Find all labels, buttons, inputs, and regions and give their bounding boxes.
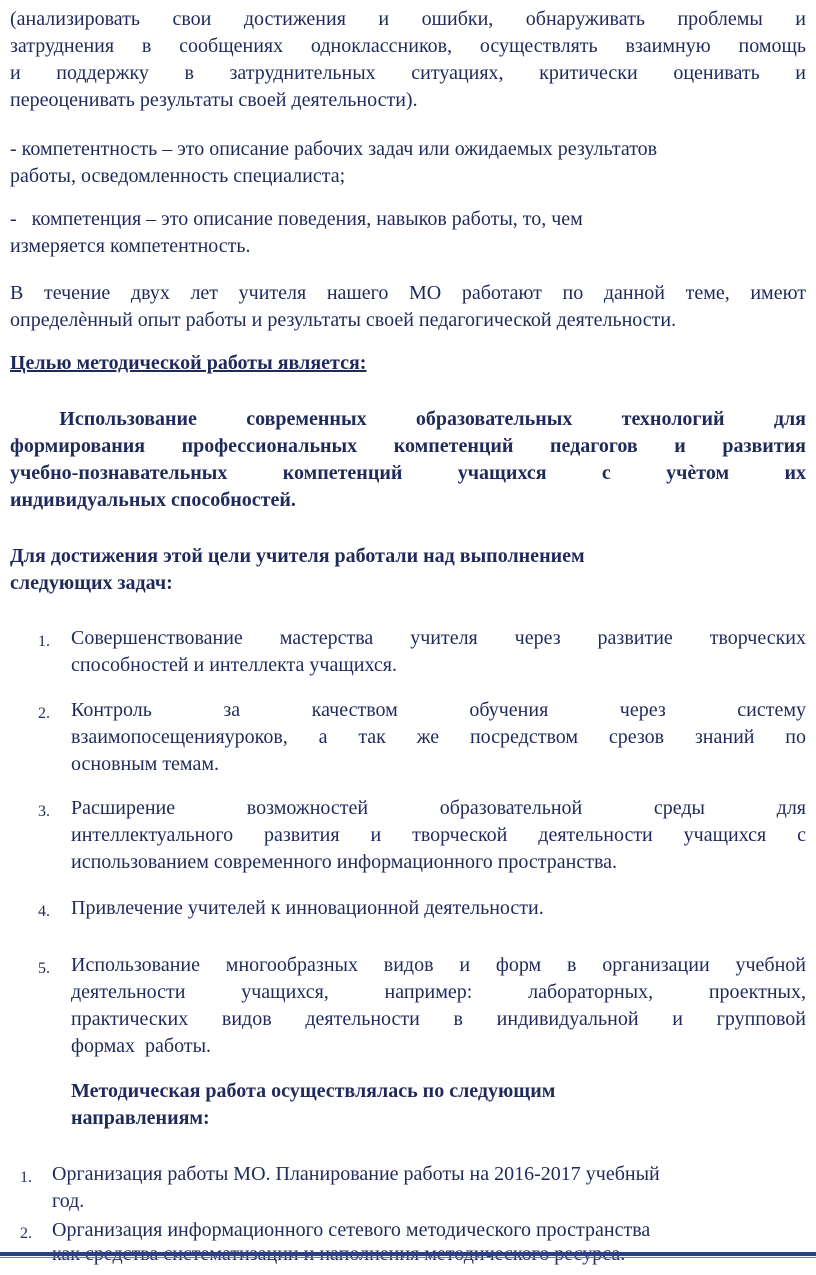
goal-text	[10, 406, 806, 514]
intro-line: затруднения в сообщениях одноклассников, осуществлять взаимную помощь	[10, 35, 806, 57]
experience-line: В течение двух лет учителя нашего МО работают по данной теме, имеют	[10, 282, 806, 304]
task-line: Совершенствование мастерства учителя через развитие творческих	[71, 627, 806, 649]
directions-heading	[71, 1078, 806, 1132]
competence-line: работы, осведомленность специалиста;	[10, 165, 346, 187]
task-number: 1.	[38, 633, 50, 650]
competence-line: - компетентность – это описание рабочих задач или ожидаемых результатов	[10, 138, 658, 160]
direction-line: Организация работы МО. Планирование работы на 2016-2017 учебный	[52, 1163, 660, 1185]
competency-line: - компетенция – это описание поведения, навыков работы, то, чем	[10, 208, 583, 230]
intro-line: переоценивать результаты своей деятельности).	[10, 89, 418, 111]
experience-line: определѐнный опыт работы и результаты своей педагогической деятельности.	[10, 309, 677, 331]
intro-paragraph	[10, 6, 806, 114]
experience-paragraph	[10, 280, 806, 334]
competency-definition	[10, 206, 806, 260]
task-line: использованием современного информационного пространства.	[71, 851, 618, 873]
page-break-rule	[0, 1252, 816, 1256]
competency-line: измеряется компетентность.	[10, 235, 251, 257]
task-line: Использование многообразных видов и форм в организации учебной	[71, 954, 806, 976]
intro-line: (анализировать свои достижения и ошибки, обнаруживать проблемы и	[10, 8, 806, 30]
task-line: формах работы.	[71, 1035, 212, 1057]
direction-line: год.	[52, 1190, 85, 1212]
tasks-heading-line: Для достижения этой цели учителя работали над выполнением	[10, 545, 585, 567]
competence-definition	[10, 136, 806, 190]
task-line: взаимопосещенияуроков, а так же посредством срезов знаний по	[71, 726, 806, 748]
directions-heading-line: направлениям:	[71, 1107, 210, 1129]
intro-line: и поддержку в затруднительных ситуациях, критически оценивать и	[10, 62, 806, 84]
goal-line: Использование современных образовательных технологий для	[10, 408, 806, 430]
task-number: 5.	[38, 960, 50, 977]
direction-line: Организация информационного сетевого методического пространства	[52, 1219, 651, 1241]
task-line: Расширение возможностей образовательной среды для	[71, 797, 806, 819]
direction-number: 1.	[20, 1169, 32, 1186]
task-line: деятельности учащихся, например: лабораторных, проектных,	[71, 981, 806, 1003]
task-line: Привлечение учителей к инновационной деятельности.	[71, 897, 544, 919]
task-number: 4.	[38, 903, 50, 920]
cut-off-line	[52, 1255, 752, 1275]
goal-line: учебно-познавательных компетенций учащихся с учѐтом их	[10, 462, 806, 484]
goal-line: индивидуальных способностей.	[10, 489, 296, 511]
task-number: 2.	[38, 705, 50, 722]
task-line: способностей и интеллекта учащихся.	[71, 654, 397, 676]
task-line: интеллектуального развития и творческой деятельности учащихся с	[71, 824, 806, 846]
goal-line: формирования профессиональных компетенций педагогов и развития	[10, 435, 806, 457]
task-line: основным темам.	[71, 753, 219, 775]
direction-number: 2.	[20, 1225, 32, 1242]
tasks-heading-line: следующих задач:	[10, 572, 173, 594]
page-break-rule-thin	[0, 1257, 816, 1258]
task-number: 3.	[38, 803, 50, 820]
task-line: Контроль за качеством обучения через систему	[71, 699, 806, 721]
goal-heading: Целью методической работы является:	[10, 352, 367, 374]
task-line: практических видов деятельности в индивидуальной и групповой	[71, 1008, 806, 1030]
directions-heading-line: Методическая работа осуществлялась по следующим	[71, 1080, 556, 1102]
tasks-heading	[10, 543, 806, 597]
